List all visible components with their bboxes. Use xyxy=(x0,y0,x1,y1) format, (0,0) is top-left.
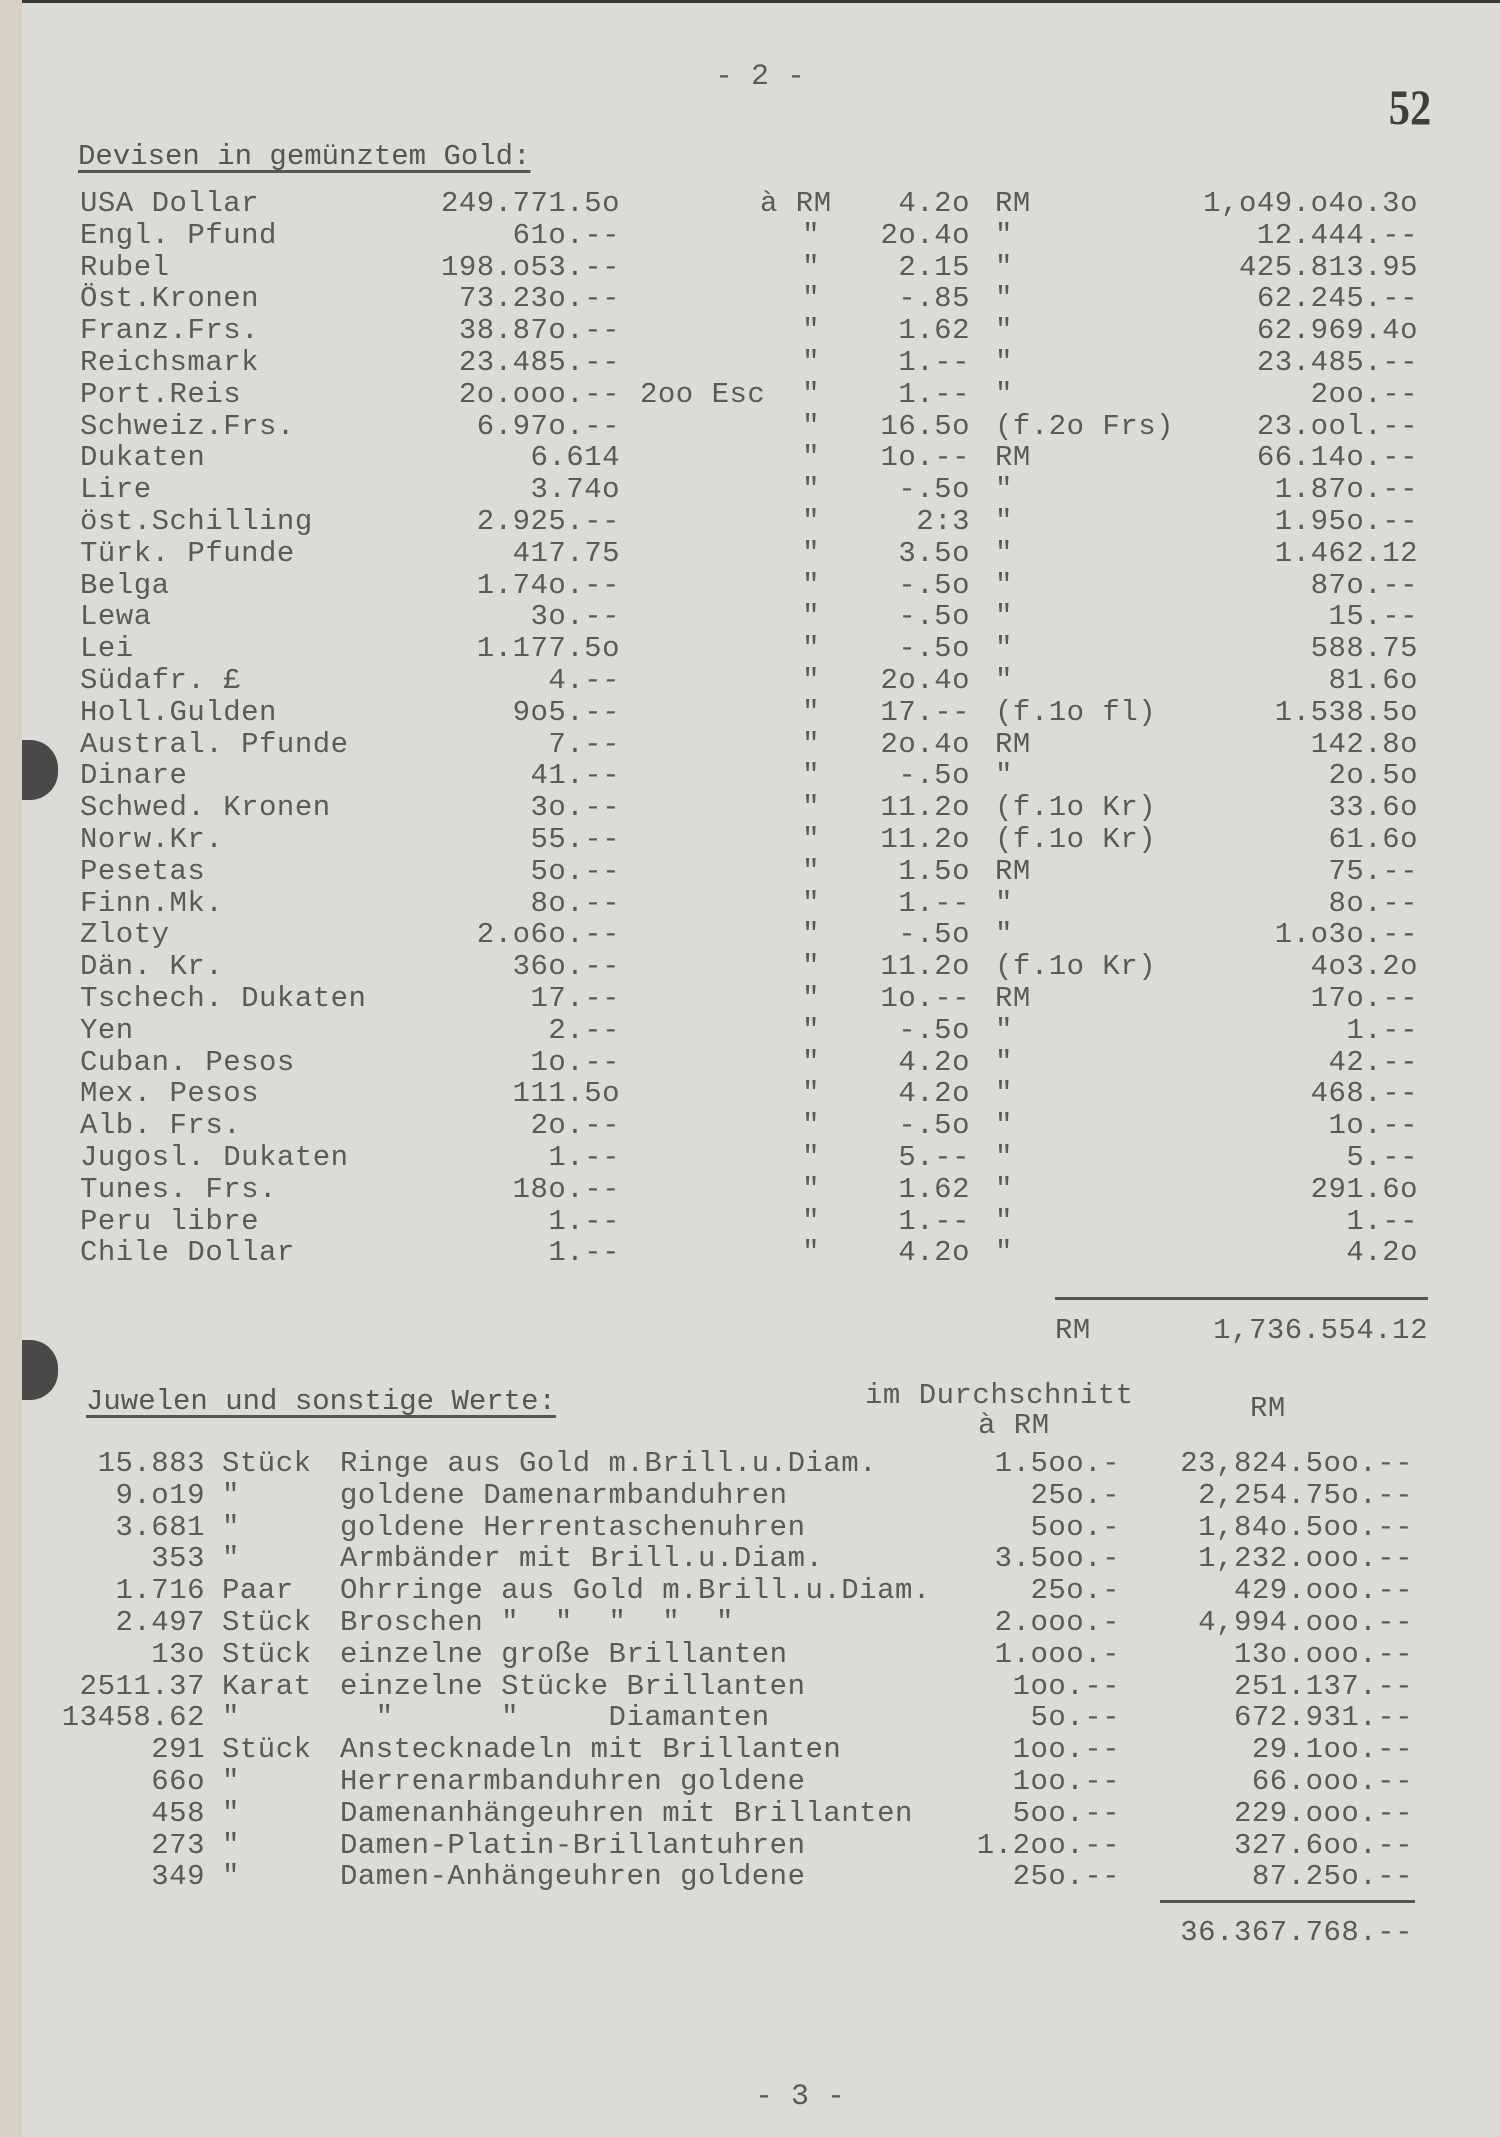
ditto-mark: " xyxy=(802,695,820,729)
currency-amount: 38.87o.-- xyxy=(458,314,620,348)
currency-name: Türk. Pfunde xyxy=(80,536,295,570)
item-description: goldene Damenarmbanduhren xyxy=(340,1478,788,1512)
ditto-mark: " xyxy=(802,568,820,602)
rate-unit: " xyxy=(995,473,1013,507)
ditto-mark: " xyxy=(802,1109,820,1143)
rate-unit: (f.1o fl) xyxy=(995,695,1157,729)
rm-value: 1,o49.o4o.3o xyxy=(1203,187,1418,220)
ditto-mark: " xyxy=(802,1172,820,1206)
item-unit: " xyxy=(222,1478,240,1512)
currency-amount: 1.-- xyxy=(548,1141,620,1174)
rm-value: 1.538.5o xyxy=(1274,695,1418,729)
item-unit: Stück xyxy=(222,1447,312,1480)
rate-unit: " xyxy=(995,568,1013,602)
rate-unit: RM xyxy=(995,727,1031,761)
column-header-average-unit: à RM xyxy=(978,1409,1050,1442)
currency-name: Belga xyxy=(80,568,170,602)
rate-unit: " xyxy=(995,314,1013,348)
rate-unit: " xyxy=(995,886,1013,920)
exchange-rate: 1.-- xyxy=(898,377,970,411)
currency-name: Dän. Kr. xyxy=(80,950,224,984)
item-total-value: 2,254.75o.-- xyxy=(1198,1478,1413,1512)
item-unit: " xyxy=(222,1701,240,1735)
exchange-rate: 4.2o xyxy=(898,1236,970,1270)
currency-name: Peru libre xyxy=(80,1204,260,1238)
ditto-mark: " xyxy=(802,918,820,952)
rate-unit: " xyxy=(995,759,1013,793)
exchange-rate: 2o.4o xyxy=(880,218,970,252)
column-header-average: im Durchschnitt xyxy=(865,1379,1134,1412)
rm-value: 1o.-- xyxy=(1328,1109,1418,1143)
exchange-rate: 11.2o xyxy=(880,823,970,856)
currency-amount: 8o.-- xyxy=(530,886,620,920)
punch-hole-icon xyxy=(22,740,58,800)
item-total-value: 13o.ooo.-- xyxy=(1233,1637,1413,1671)
item-description: Broschen " " " " " xyxy=(340,1606,734,1639)
rate-unit: RM xyxy=(995,187,1031,220)
item-unit: Paar xyxy=(222,1574,294,1608)
punch-hole-icon xyxy=(22,1340,58,1400)
item-quantity: 13458.62 xyxy=(61,1701,205,1735)
currency-amount: 1.-- xyxy=(548,1236,620,1270)
rate-unit: " xyxy=(995,536,1013,570)
rm-value: 2oo.-- xyxy=(1310,377,1418,411)
currency-amount: 18o.-- xyxy=(512,1172,620,1206)
item-unit: " xyxy=(222,1765,240,1798)
exchange-rate: -.5o xyxy=(898,759,970,793)
ditto-mark: " xyxy=(802,664,820,697)
currency-name: Franz.Frs. xyxy=(80,314,260,348)
rate-unit: (f.1o Kr) xyxy=(995,823,1157,856)
currency-amount: 73.23o.-- xyxy=(458,282,620,316)
currency-amount: 4.-- xyxy=(548,664,620,697)
ditto-mark: " xyxy=(802,854,820,888)
rate-unit: (f.1o Kr) xyxy=(995,950,1157,984)
item-average-price: 1oo.-- xyxy=(1012,1733,1120,1767)
rm-value: 62.245.-- xyxy=(1256,282,1418,316)
item-quantity: 1.716 xyxy=(115,1574,205,1608)
currency-name: Finn.Mk. xyxy=(80,886,224,920)
item-quantity: 13o xyxy=(151,1637,205,1671)
currency-amount: 2.-- xyxy=(548,1013,620,1047)
item-total-value: 23,824.5oo.-- xyxy=(1180,1447,1413,1480)
item-description: goldene Herrentaschenuhren xyxy=(340,1510,806,1544)
currency-name: Chile Dollar xyxy=(80,1236,295,1270)
rm-value: 8o.-- xyxy=(1328,886,1418,920)
exchange-rate: -.5o xyxy=(898,473,970,507)
currency-amount: 55.-- xyxy=(530,823,620,856)
currency-name: USA Dollar xyxy=(80,187,260,220)
item-description: Armbänder mit Brill.u.Diam. xyxy=(340,1542,824,1576)
item-description: Ohrringe aus Gold m.Brill.u.Diam. xyxy=(340,1574,931,1608)
currency-name: Dinare xyxy=(80,759,188,793)
ditto-mark: " xyxy=(802,473,820,507)
item-description: Damen-Anhängeuhren goldene xyxy=(340,1860,806,1894)
ditto-mark: " xyxy=(802,759,820,793)
rate-unit: " xyxy=(995,1236,1013,1270)
item-unit: Stück xyxy=(222,1637,312,1671)
exchange-rate: 2:3 xyxy=(916,505,970,538)
exchange-rate: 3.5o xyxy=(898,536,970,570)
rate-unit: RM xyxy=(995,854,1031,888)
ditto-mark: " xyxy=(802,1013,820,1047)
exchange-rate: -.5o xyxy=(898,632,970,666)
ditto-mark: " xyxy=(802,1077,820,1111)
currency-amount: 17.-- xyxy=(530,982,620,1015)
section-heading-jewels: Juwelen und sonstige Werte: xyxy=(86,1385,556,1418)
scan-top-edge xyxy=(0,0,1500,3)
currency-amount: 1o.-- xyxy=(530,1045,620,1079)
item-quantity: 2.497 xyxy=(115,1606,205,1639)
rm-value: 5.-- xyxy=(1346,1141,1418,1174)
currency-amount: 6.97o.-- xyxy=(476,409,620,443)
rm-value: 2o.5o xyxy=(1328,759,1418,793)
currency-name: Engl. Pfund xyxy=(80,218,277,252)
item-average-price: 1.5oo.- xyxy=(994,1447,1120,1480)
currency-name: öst.Schilling xyxy=(80,505,313,538)
rm-value: 75.-- xyxy=(1328,854,1418,888)
rm-value: 62.969.4o xyxy=(1256,314,1418,348)
folio-number: 52 xyxy=(1388,79,1432,135)
ditto-mark: " xyxy=(802,346,820,379)
rm-value: 4.2o xyxy=(1346,1236,1418,1270)
exchange-rate: 1.-- xyxy=(898,886,970,920)
exchange-rate: 2o.4o xyxy=(880,727,970,761)
currency-name: Yen xyxy=(80,1013,134,1047)
ditto-mark: " xyxy=(802,727,820,761)
rm-value: 33.6o xyxy=(1328,791,1418,825)
currency-name: Schwed. Kronen xyxy=(80,791,331,825)
item-average-price: 25o.- xyxy=(1030,1574,1120,1608)
rate-unit: RM xyxy=(995,441,1031,475)
currency-amount: 41.-- xyxy=(530,759,620,793)
rate-unit: RM xyxy=(995,982,1031,1015)
exchange-rate: 17.-- xyxy=(880,695,970,729)
currency-amount: 5o.-- xyxy=(530,854,620,888)
currency-amount: 2.o6o.-- xyxy=(476,918,620,952)
item-description: " " Diamanten xyxy=(340,1701,770,1735)
rm-value: 15.-- xyxy=(1328,600,1418,634)
item-total-value: 327.6oo.-- xyxy=(1233,1828,1413,1862)
grand-total-rule xyxy=(1160,1900,1415,1903)
ditto-mark: " xyxy=(802,441,820,475)
item-total-value: 672.931.-- xyxy=(1233,1701,1413,1735)
item-average-price: 1.2oo.-- xyxy=(976,1828,1120,1862)
rm-value: 4o3.2o xyxy=(1310,950,1418,984)
exchange-rate: 2o.4o xyxy=(880,664,970,697)
ditto-mark: " xyxy=(802,886,820,920)
rm-value: 425.813.95 xyxy=(1238,250,1418,284)
exchange-rate: 1.62 xyxy=(898,314,970,348)
exchange-rate: 1o.-- xyxy=(880,982,970,1015)
item-quantity: 9.o19 xyxy=(115,1478,205,1512)
rate-unit: " xyxy=(995,632,1013,666)
item-total-value: 4,994.ooo.-- xyxy=(1198,1606,1413,1639)
item-quantity: 66o xyxy=(151,1765,205,1798)
item-average-price: 1oo.-- xyxy=(1012,1765,1120,1798)
rm-value: 1.o3o.-- xyxy=(1274,918,1418,952)
currency-name: Cuban. Pesos xyxy=(80,1045,295,1079)
currency-amount: 2o.ooo.-- xyxy=(458,377,620,411)
item-total-value: 87.25o.-- xyxy=(1251,1860,1413,1894)
currency-name: Alb. Frs. xyxy=(80,1109,242,1143)
currency-name: Zloty xyxy=(80,918,170,952)
exchange-rate: 4.2o xyxy=(898,1045,970,1079)
exchange-rate: 1.-- xyxy=(898,1204,970,1238)
item-quantity: 273 xyxy=(151,1828,205,1862)
rate-unit: " xyxy=(995,918,1013,952)
rm-value: 1.87o.-- xyxy=(1274,473,1418,507)
exchange-rate: -.85 xyxy=(898,282,970,316)
item-total-value: 29.1oo.-- xyxy=(1251,1733,1413,1767)
currency-name: Südafr. £ xyxy=(80,664,242,697)
currency-amount: 3o.-- xyxy=(530,600,620,634)
currency-name: Port.Reis xyxy=(80,377,242,411)
item-unit: " xyxy=(222,1828,240,1862)
rate-unit: " xyxy=(995,1077,1013,1111)
rm-value: 468.-- xyxy=(1310,1077,1418,1111)
item-average-price: 3.5oo.- xyxy=(994,1542,1120,1576)
ditto-mark: " xyxy=(802,505,820,538)
item-total-value: 229.ooo.-- xyxy=(1233,1796,1413,1830)
rate-unit: " xyxy=(995,1013,1013,1047)
ditto-mark: " xyxy=(802,791,820,825)
rate-unit: " xyxy=(995,1172,1013,1206)
currency-name: Mex. Pesos xyxy=(80,1077,260,1111)
item-description: einzelne Stücke Brillanten xyxy=(340,1669,806,1703)
item-average-price: 1oo.-- xyxy=(1012,1669,1120,1703)
item-quantity: 458 xyxy=(151,1796,205,1830)
item-unit: " xyxy=(222,1542,240,1576)
page-marker-top: - 2 - xyxy=(714,60,805,94)
item-average-price: 5oo.- xyxy=(1030,1510,1120,1544)
item-total-value: 251.137.-- xyxy=(1233,1669,1413,1703)
item-average-price: 2.ooo.- xyxy=(994,1606,1120,1639)
currency-name: Lewa xyxy=(80,600,152,634)
currency-name: Holl.Gulden xyxy=(80,695,277,729)
rm-value: 1.462.12 xyxy=(1274,536,1418,570)
currency-note: 2oo Esc xyxy=(640,377,766,411)
rm-value: 12.444.-- xyxy=(1256,218,1418,252)
item-description: Anstecknadeln mit Brillanten xyxy=(340,1733,842,1767)
item-unit: " xyxy=(222,1510,240,1544)
currency-name: Pesetas xyxy=(80,854,206,888)
exchange-rate: 11.2o xyxy=(880,791,970,825)
item-average-price: 25o.- xyxy=(1030,1478,1120,1512)
ditto-mark: " xyxy=(802,1045,820,1079)
item-quantity: 291 xyxy=(151,1733,205,1767)
item-description: Ringe aus Gold m.Brill.u.Diam. xyxy=(340,1447,878,1480)
ditto-mark: " xyxy=(802,218,820,252)
rate-unit: (f.2o Frs) xyxy=(995,409,1175,443)
rate-unit: " xyxy=(995,1109,1013,1143)
currency-name: Lei xyxy=(80,632,134,666)
ditto-mark: " xyxy=(802,1236,820,1270)
ditto-mark: " xyxy=(802,377,820,411)
item-unit: " xyxy=(222,1796,240,1830)
ditto-mark: " xyxy=(802,409,820,443)
currency-amount: 1.74o.-- xyxy=(476,568,620,602)
currency-amount: 61o.-- xyxy=(512,218,620,252)
rm-value: 81.6o xyxy=(1328,664,1418,697)
ditto-mark: " xyxy=(802,282,820,316)
currency-amount: 6.614 xyxy=(530,441,620,475)
exchange-rate: 11.2o xyxy=(880,950,970,984)
rate-unit: " xyxy=(995,250,1013,284)
item-quantity: 349 xyxy=(151,1860,205,1894)
rm-value: 23.485.-- xyxy=(1256,346,1418,379)
ditto-mark: " xyxy=(802,250,820,284)
ditto-mark: " xyxy=(802,600,820,634)
ditto-mark: " xyxy=(802,314,820,348)
ditto-mark: " xyxy=(802,536,820,570)
currency-name: Dukaten xyxy=(80,441,206,475)
rm-value: 142.8o xyxy=(1310,727,1418,761)
currency-amount: 417.75 xyxy=(512,536,620,570)
rm-value: 66.14o.-- xyxy=(1256,441,1418,475)
exchange-rate: 4.2o xyxy=(898,1077,970,1111)
rate-unit: " xyxy=(995,664,1013,697)
rm-value: 1.95o.-- xyxy=(1274,505,1418,538)
currency-name: Öst.Kronen xyxy=(80,282,260,316)
item-average-price: 5o.-- xyxy=(1030,1701,1120,1735)
rm-value: 61.6o xyxy=(1328,823,1418,856)
exchange-rate: -.5o xyxy=(898,918,970,952)
exchange-rate: -.5o xyxy=(898,600,970,634)
item-unit: Stück xyxy=(222,1733,312,1767)
exchange-rate: 1.-- xyxy=(898,346,970,379)
rate-unit: " xyxy=(995,218,1013,252)
exchange-rate: 5.-- xyxy=(898,1141,970,1174)
currency-name: Rubel xyxy=(80,250,170,284)
item-average-price: 1.ooo.- xyxy=(994,1637,1120,1671)
rate-unit: " xyxy=(995,346,1013,379)
currency-name: Austral. Pfunde xyxy=(80,727,349,761)
ditto-mark: à RM xyxy=(760,187,832,220)
exchange-rate: 2.15 xyxy=(898,250,970,284)
ditto-mark: " xyxy=(802,823,820,856)
exchange-rate: -.5o xyxy=(898,1109,970,1143)
currency-amount: 9o5.-- xyxy=(512,695,620,729)
column-header-total-rm: RM xyxy=(1250,1392,1286,1425)
item-quantity: 2511.37 xyxy=(79,1669,205,1703)
section-heading-gold-currencies: Devisen in gemünztem Gold: xyxy=(78,140,531,173)
rate-unit: " xyxy=(995,600,1013,634)
rm-value: 42.-- xyxy=(1328,1045,1418,1079)
rate-unit: " xyxy=(995,1204,1013,1238)
item-unit: " xyxy=(222,1860,240,1894)
rm-value: 588.75 xyxy=(1310,632,1418,666)
item-total-value: 1,84o.5oo.-- xyxy=(1198,1510,1413,1544)
currency-name: Tunes. Frs. xyxy=(80,1172,277,1206)
ditto-mark: " xyxy=(802,1204,820,1238)
rate-unit: " xyxy=(995,1045,1013,1079)
rate-unit: (f.1o Kr) xyxy=(995,791,1157,825)
rm-value: 17o.-- xyxy=(1310,982,1418,1015)
currency-amount: 111.5o xyxy=(512,1077,620,1111)
item-total-value: 66.ooo.-- xyxy=(1251,1765,1413,1798)
item-unit: Stück xyxy=(222,1606,312,1639)
rate-unit: " xyxy=(995,1141,1013,1174)
item-total-value: 1,232.ooo.-- xyxy=(1198,1542,1413,1576)
rm-value: 23.ool.-- xyxy=(1256,409,1418,443)
currency-amount: 7.-- xyxy=(548,727,620,761)
exchange-rate: 1.62 xyxy=(898,1172,970,1206)
currency-amount: 2o.-- xyxy=(530,1109,620,1143)
exchange-rate: -.5o xyxy=(898,568,970,602)
currency-amount: 2.925.-- xyxy=(476,505,620,538)
currency-amount: 198.o53.-- xyxy=(440,250,620,284)
currency-name: Tschech. Dukaten xyxy=(80,982,367,1015)
rate-unit: " xyxy=(995,282,1013,316)
total-currency-label: RM xyxy=(1055,1314,1091,1347)
rm-value: 1.-- xyxy=(1346,1204,1418,1238)
currency-amount: 3.74o xyxy=(530,473,620,507)
currency-name: Jugosl. Dukaten xyxy=(80,1141,349,1174)
rm-value: 291.6o xyxy=(1310,1172,1418,1206)
currency-amount: 3o.-- xyxy=(530,791,620,825)
currency-name: Reichsmark xyxy=(80,346,260,379)
ditto-mark: " xyxy=(802,982,820,1015)
subtotal-rule xyxy=(1055,1297,1428,1300)
ditto-mark: " xyxy=(802,632,820,666)
item-total-value: 429.ooo.-- xyxy=(1233,1574,1413,1608)
rate-unit: " xyxy=(995,505,1013,538)
item-description: Damenanhängeuhren mit Brillanten xyxy=(340,1796,913,1830)
item-description: einzelne große Brillanten xyxy=(340,1637,788,1671)
total-jewels: 36.367.768.-- xyxy=(1180,1916,1413,1949)
ditto-mark: " xyxy=(802,950,820,984)
currency-amount: 1.177.5o xyxy=(476,632,620,666)
item-description: Herrenarmbanduhren goldene xyxy=(340,1765,806,1798)
currency-amount: 23.485.-- xyxy=(458,346,620,379)
item-unit: Karat xyxy=(222,1669,312,1703)
currency-amount: 36o.-- xyxy=(512,950,620,984)
currency-amount: 249.771.5o xyxy=(440,187,620,220)
rm-value: 87o.-- xyxy=(1310,568,1418,602)
currency-amount: 1.-- xyxy=(548,1204,620,1238)
exchange-rate: 4.2o xyxy=(898,187,970,220)
item-description: Damen-Platin-Brillantuhren xyxy=(340,1828,806,1862)
rate-unit: " xyxy=(995,377,1013,411)
item-average-price: 25o.-- xyxy=(1012,1860,1120,1894)
currency-name: Schweiz.Frs. xyxy=(80,409,295,443)
paper-left-edge xyxy=(0,0,22,2137)
ditto-mark: " xyxy=(802,1141,820,1174)
exchange-rate: 1o.-- xyxy=(880,441,970,475)
page-marker-bottom: - 3 - xyxy=(754,2080,845,2114)
currency-name: Norw.Kr. xyxy=(80,823,224,856)
exchange-rate: 1.5o xyxy=(898,854,970,888)
item-quantity: 15.883 xyxy=(97,1447,205,1480)
item-average-price: 5oo.-- xyxy=(1012,1796,1120,1830)
exchange-rate: 16.5o xyxy=(880,409,970,443)
rm-value: 1.-- xyxy=(1346,1013,1418,1047)
total-gold-currencies: 1,736.554.12 xyxy=(1213,1314,1428,1347)
exchange-rate: -.5o xyxy=(898,1013,970,1047)
item-quantity: 3.681 xyxy=(115,1510,205,1544)
item-quantity: 353 xyxy=(151,1542,205,1576)
currency-name: Lire xyxy=(80,473,152,507)
